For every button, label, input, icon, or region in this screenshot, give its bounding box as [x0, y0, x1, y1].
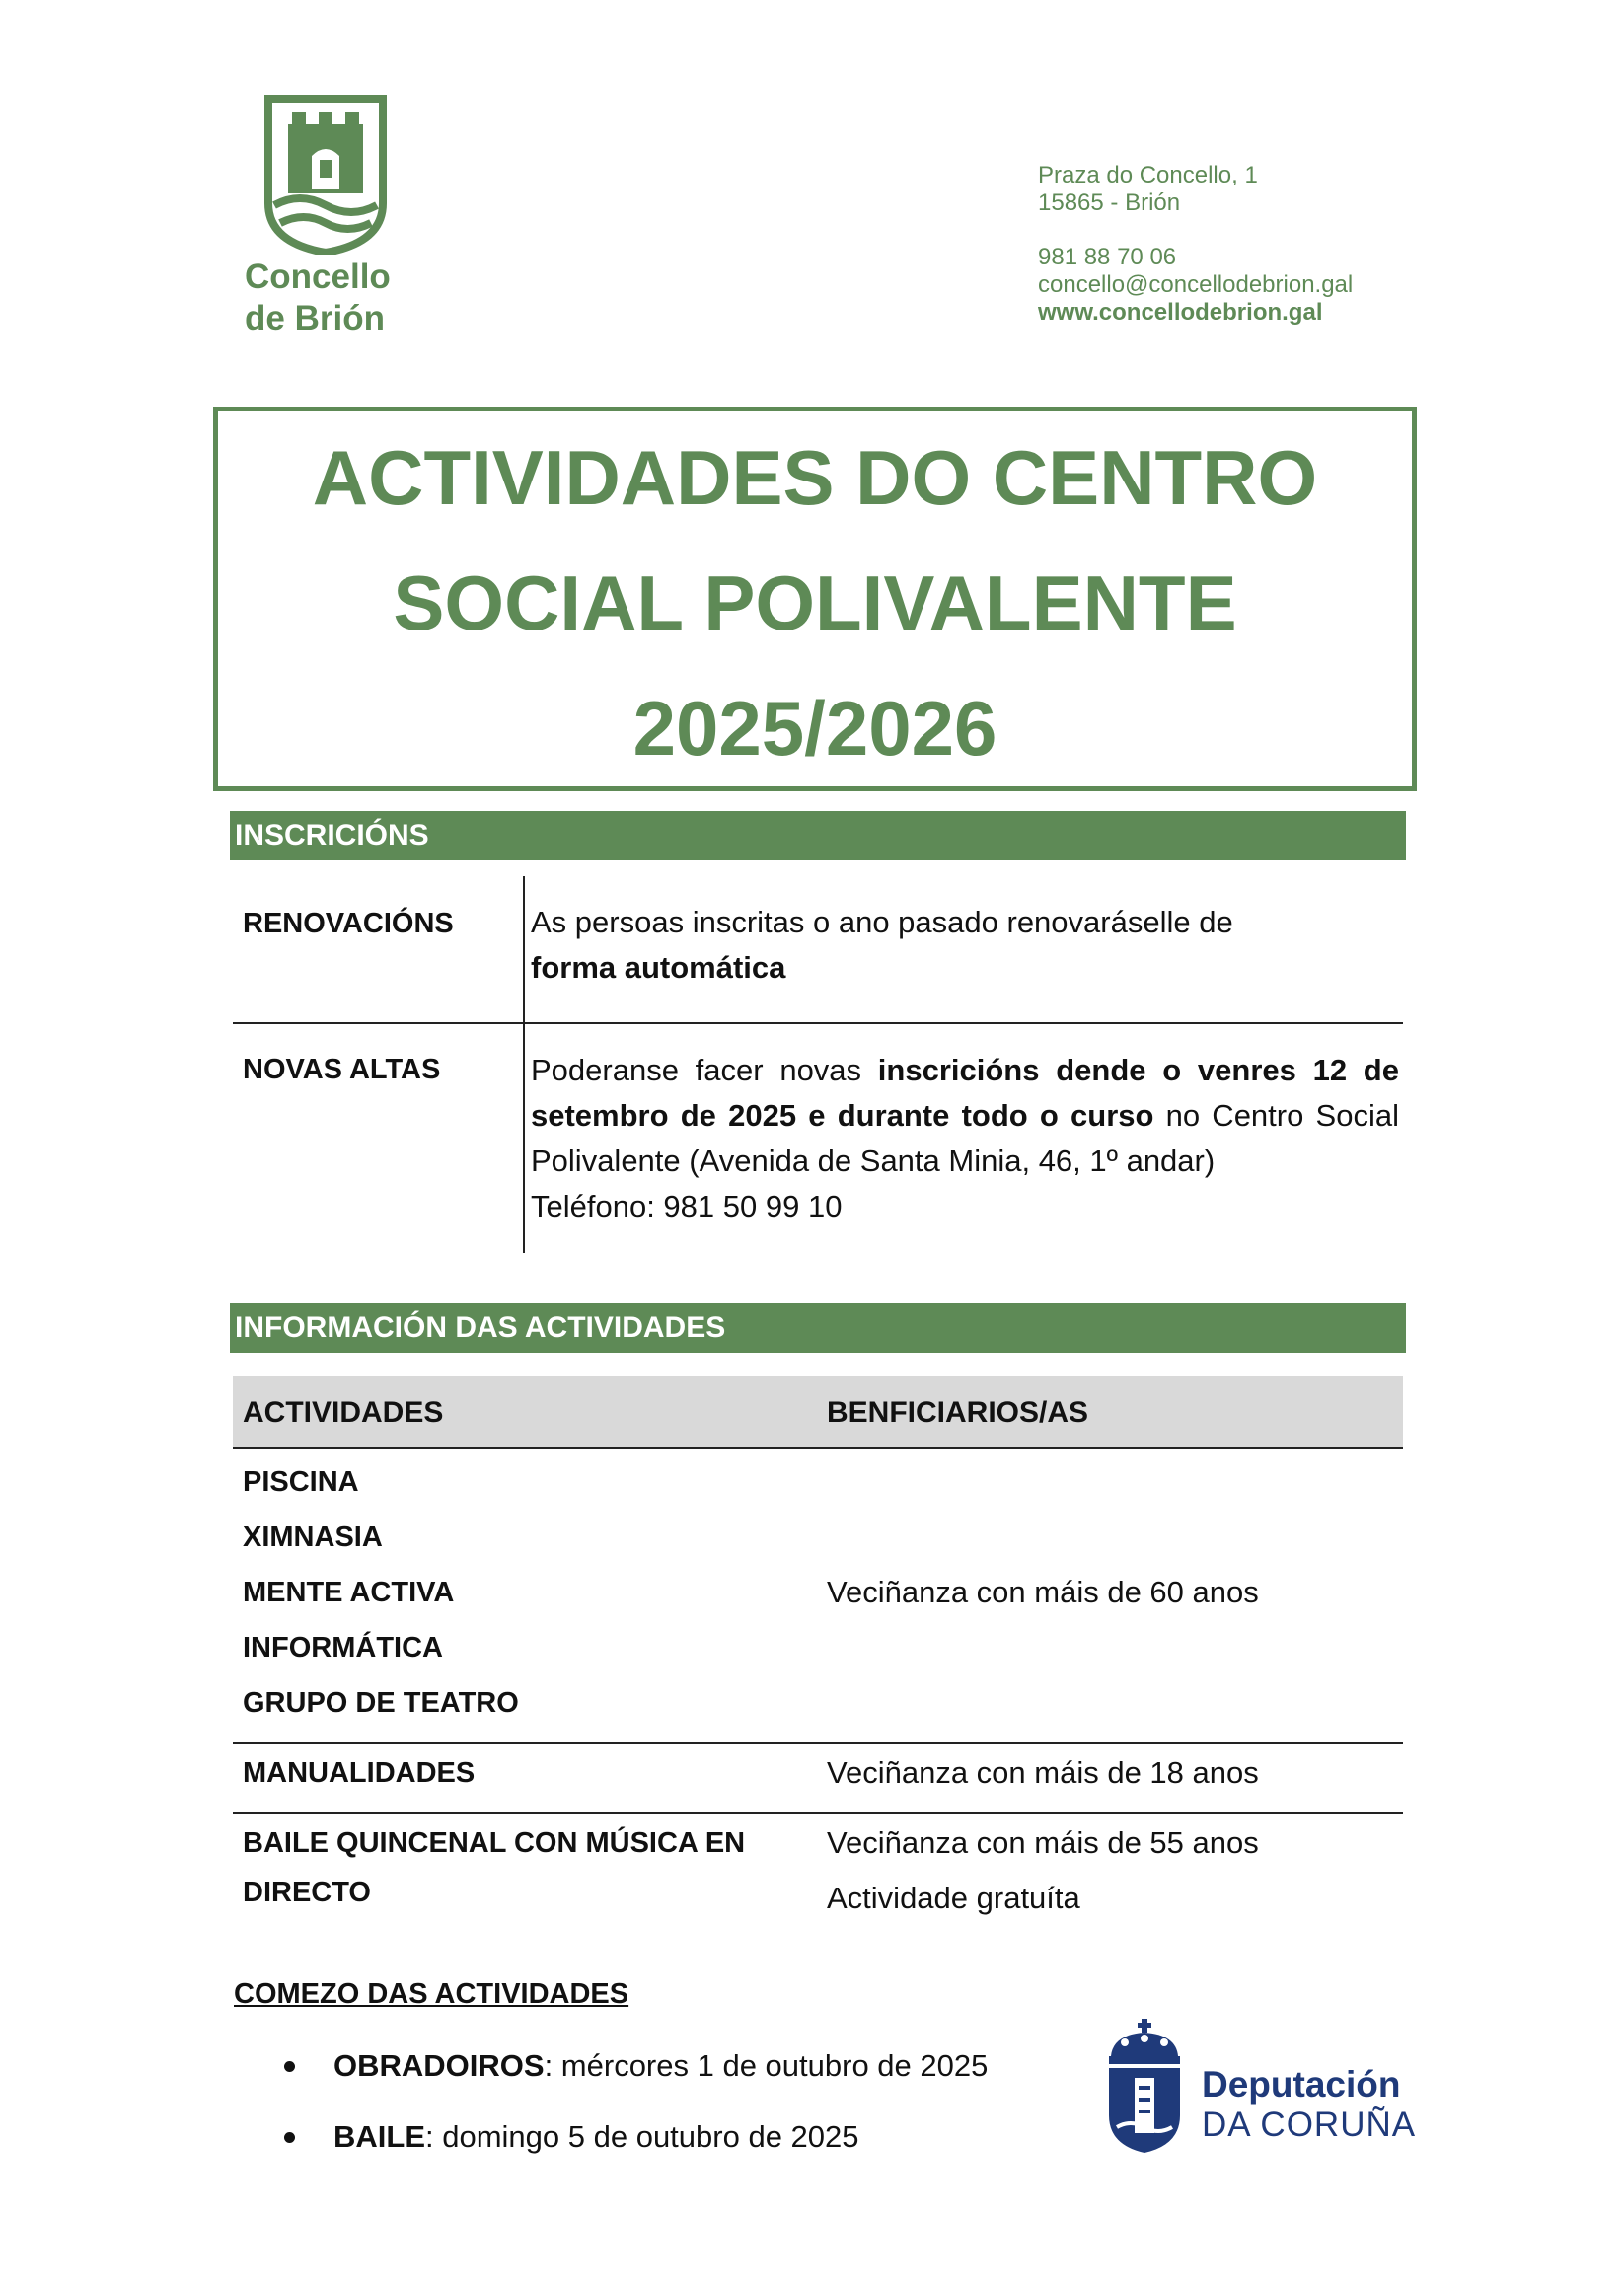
renovacions-text-main: As persoas inscritas o ano pasado renovaráselle de [531, 905, 1233, 939]
phone: 981 88 70 06 [1038, 244, 1177, 270]
activity-mente-activa: MENTE ACTIVA [243, 1577, 455, 1608]
email-link[interactable]: concello@concellodebrion.gal [1038, 271, 1354, 298]
title-line2: SOCIAL POLIVALENTE [393, 559, 1237, 646]
page-title [213, 407, 1417, 791]
table-divider [233, 1812, 1403, 1814]
activity-manualidades: MANUALIDADES [243, 1757, 476, 1789]
logo-name-line1: Concello [245, 258, 391, 296]
novas-altas-text-a: Poderanse facer novas [531, 1053, 878, 1087]
bullet-icon [284, 2132, 295, 2143]
activity-baile-line2: DIRECTO [243, 1877, 371, 1908]
castle-shield-icon [264, 95, 387, 255]
comezo-label: BAILE [333, 2119, 425, 2154]
activity-piscina: PISCINA [243, 1466, 359, 1498]
baile-note: Actividade gratuíta [827, 1881, 1080, 1915]
table-header [233, 1376, 1403, 1449]
comezo-text: : mércores 1 de outubro de 2025 [544, 2048, 989, 2083]
section-actividades-heading: INFORMACIÓN DAS ACTIVIDADES [230, 1303, 1406, 1353]
activity-ximnasia: XIMNASIA [243, 1521, 383, 1553]
renovacions-text-bold: forma automática [531, 950, 786, 985]
crown-tower-icon [1103, 2017, 1186, 2155]
website-link[interactable]: www.concellodebrion.gal [1038, 299, 1323, 326]
deputacion-logo [1103, 2017, 1417, 2165]
col-beneficiaries: BENFICIARIOS/AS [827, 1396, 1089, 1429]
contact-info [1038, 162, 1353, 327]
novas-altas-label: NOVAS ALTAS [243, 1054, 441, 1085]
activity-baile-line1: BAILE QUINCENAL CON MÚSICA EN [243, 1827, 746, 1859]
beneficiaries-group1: Veciñanza con máis de 60 anos [827, 1575, 1259, 1609]
deputacion-line1: Deputación [1202, 2064, 1401, 2105]
address-line1: Praza do Concello, 1 [1038, 162, 1258, 188]
comezo-label: OBRADOIROS [333, 2048, 545, 2083]
table-divider [233, 1742, 1403, 1744]
renovacions-text [531, 900, 1399, 991]
novas-altas-text-c: no Centro Social Polivalente (Avenida de Santa Minia, 46, 1º andar) [531, 1098, 1399, 1178]
col-activities: ACTIVIDADES [243, 1396, 444, 1429]
bullet-icon [284, 2061, 295, 2072]
title-line1: ACTIVIDADES DO CENTRO [312, 434, 1318, 521]
section-inscricions-heading: INSCRICIÓNS [230, 811, 1406, 860]
title-line3: 2025/2026 [632, 685, 997, 772]
comezo-heading: COMEZO DAS ACTIVIDADES [234, 1978, 629, 2010]
activity-informatica: INFORMÁTICA [243, 1632, 443, 1664]
logo-name-line2: de Brión [245, 299, 385, 337]
table-divider [233, 1022, 1403, 1024]
deputacion-line2: DA CORUÑA [1202, 2106, 1417, 2144]
novas-altas-phone: Teléfono: 981 50 99 10 [531, 1189, 843, 1223]
novas-altas-text-bold: inscricións dende o venres 12 de setembro de 2025 e durante todo o curso [531, 1053, 1399, 1133]
address-line2: 15865 - Brión [1038, 189, 1181, 216]
concello-logo [245, 95, 422, 337]
activity-grupo-teatro: GRUPO DE TEATRO [243, 1687, 519, 1719]
beneficiaries-group3: Veciñanza con máis de 55 anos [827, 1825, 1259, 1860]
table-divider [523, 876, 525, 1253]
beneficiaries-group2: Veciñanza con máis de 18 anos [827, 1755, 1259, 1790]
renovacions-label: RENOVACIÓNS [243, 908, 454, 939]
novas-altas-text [531, 1048, 1399, 1229]
comezo-text: : domingo 5 de outubro de 2025 [425, 2119, 859, 2154]
